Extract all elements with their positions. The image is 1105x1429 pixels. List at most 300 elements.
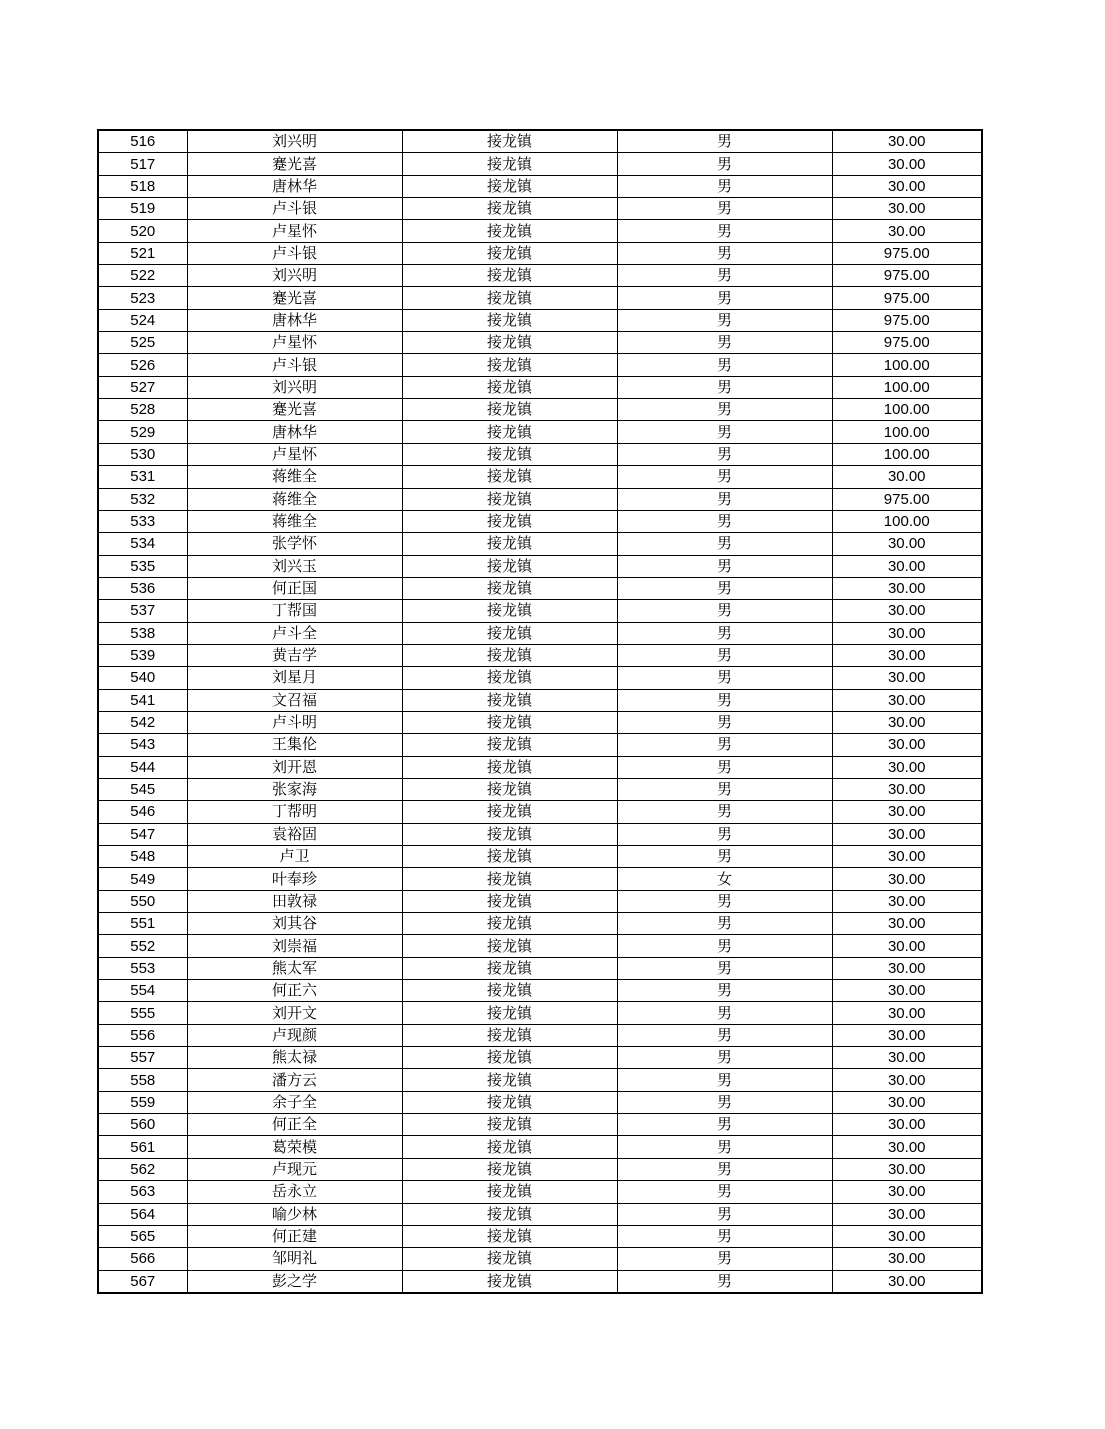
cell-gender: 男 xyxy=(617,1069,832,1091)
table-row xyxy=(98,153,982,175)
cell-number: 538 xyxy=(98,622,187,644)
cell-name: 王集伦 xyxy=(187,734,402,756)
cell-town: 接龙镇 xyxy=(402,980,617,1002)
cell-town: 接龙镇 xyxy=(402,935,617,957)
table-row xyxy=(98,332,982,354)
cell-amount: 30.00 xyxy=(832,1270,982,1293)
cell-amount: 30.00 xyxy=(832,600,982,622)
cell-number: 534 xyxy=(98,533,187,555)
cell-amount: 30.00 xyxy=(832,846,982,868)
cell-town: 接龙镇 xyxy=(402,1114,617,1136)
cell-gender: 男 xyxy=(617,466,832,488)
cell-amount: 30.00 xyxy=(832,1158,982,1180)
cell-gender: 男 xyxy=(617,1024,832,1046)
cell-town: 接龙镇 xyxy=(402,622,617,644)
cell-gender: 男 xyxy=(617,711,832,733)
table-row xyxy=(98,309,982,331)
cell-amount: 30.00 xyxy=(832,175,982,197)
cell-gender: 男 xyxy=(617,1002,832,1024)
table-row xyxy=(98,667,982,689)
cell-name: 葛荣模 xyxy=(187,1136,402,1158)
table-row xyxy=(98,1270,982,1293)
cell-gender: 男 xyxy=(617,1270,832,1293)
cell-town: 接龙镇 xyxy=(402,399,617,421)
cell-gender: 男 xyxy=(617,1225,832,1247)
cell-gender: 男 xyxy=(617,1158,832,1180)
cell-town: 接龙镇 xyxy=(402,1002,617,1024)
cell-number: 531 xyxy=(98,466,187,488)
cell-gender: 男 xyxy=(617,957,832,979)
cell-number: 526 xyxy=(98,354,187,376)
table-row xyxy=(98,1069,982,1091)
cell-town: 接龙镇 xyxy=(402,846,617,868)
cell-number: 557 xyxy=(98,1047,187,1069)
cell-name: 何正全 xyxy=(187,1114,402,1136)
cell-gender: 男 xyxy=(617,644,832,666)
table-row xyxy=(98,533,982,555)
cell-gender: 男 xyxy=(617,689,832,711)
cell-name: 喻少林 xyxy=(187,1203,402,1225)
table-row xyxy=(98,1024,982,1046)
cell-name: 卢现元 xyxy=(187,1158,402,1180)
cell-gender: 男 xyxy=(617,913,832,935)
cell-amount: 30.00 xyxy=(832,667,982,689)
cell-number: 547 xyxy=(98,823,187,845)
cell-gender: 男 xyxy=(617,980,832,1002)
cell-number: 543 xyxy=(98,734,187,756)
cell-number: 549 xyxy=(98,868,187,890)
cell-number: 564 xyxy=(98,1203,187,1225)
cell-gender: 男 xyxy=(617,890,832,912)
cell-name: 田敦禄 xyxy=(187,890,402,912)
cell-amount: 30.00 xyxy=(832,198,982,220)
cell-name: 刘其谷 xyxy=(187,913,402,935)
cell-number: 522 xyxy=(98,265,187,287)
cell-name: 文召福 xyxy=(187,689,402,711)
cell-amount: 30.00 xyxy=(832,711,982,733)
table-row xyxy=(98,913,982,935)
cell-amount: 30.00 xyxy=(832,555,982,577)
cell-number: 566 xyxy=(98,1248,187,1270)
cell-amount: 100.00 xyxy=(832,510,982,532)
table-row xyxy=(98,734,982,756)
cell-town: 接龙镇 xyxy=(402,1024,617,1046)
cell-number: 524 xyxy=(98,309,187,331)
cell-name: 刘星月 xyxy=(187,667,402,689)
cell-amount: 30.00 xyxy=(832,1181,982,1203)
table-row xyxy=(98,689,982,711)
cell-number: 520 xyxy=(98,220,187,242)
cell-gender: 男 xyxy=(617,220,832,242)
cell-town: 接龙镇 xyxy=(402,823,617,845)
cell-number: 560 xyxy=(98,1114,187,1136)
cell-town: 接龙镇 xyxy=(402,644,617,666)
cell-amount: 30.00 xyxy=(832,1047,982,1069)
table-row xyxy=(98,756,982,778)
cell-town: 接龙镇 xyxy=(402,466,617,488)
cell-name: 唐林华 xyxy=(187,175,402,197)
cell-amount: 30.00 xyxy=(832,913,982,935)
cell-town: 接龙镇 xyxy=(402,1136,617,1158)
cell-town: 接龙镇 xyxy=(402,600,617,622)
cell-amount: 30.00 xyxy=(832,1136,982,1158)
cell-gender: 男 xyxy=(617,555,832,577)
cell-number: 541 xyxy=(98,689,187,711)
data-sheet xyxy=(97,129,983,1294)
cell-name: 蹇光喜 xyxy=(187,399,402,421)
cell-amount: 30.00 xyxy=(832,689,982,711)
cell-town: 接龙镇 xyxy=(402,555,617,577)
cell-name: 何正六 xyxy=(187,980,402,1002)
cell-amount: 30.00 xyxy=(832,1248,982,1270)
cell-number: 517 xyxy=(98,153,187,175)
table-row xyxy=(98,1047,982,1069)
cell-number: 544 xyxy=(98,756,187,778)
cell-number: 542 xyxy=(98,711,187,733)
table-row xyxy=(98,823,982,845)
table-row xyxy=(98,220,982,242)
cell-name: 卢斗银 xyxy=(187,354,402,376)
cell-name: 刘兴明 xyxy=(187,130,402,153)
table-row xyxy=(98,957,982,979)
cell-number: 529 xyxy=(98,421,187,443)
cell-town: 接龙镇 xyxy=(402,1203,617,1225)
cell-number: 565 xyxy=(98,1225,187,1247)
cell-gender: 男 xyxy=(617,443,832,465)
cell-town: 接龙镇 xyxy=(402,957,617,979)
cell-name: 何正建 xyxy=(187,1225,402,1247)
cell-gender: 男 xyxy=(617,376,832,398)
table-row xyxy=(98,1225,982,1247)
cell-gender: 男 xyxy=(617,399,832,421)
cell-amount: 30.00 xyxy=(832,220,982,242)
cell-number: 516 xyxy=(98,130,187,153)
cell-gender: 男 xyxy=(617,198,832,220)
table-row xyxy=(98,1158,982,1180)
cell-name: 蹇光喜 xyxy=(187,153,402,175)
cell-amount: 30.00 xyxy=(832,577,982,599)
table-row xyxy=(98,1203,982,1225)
cell-number: 539 xyxy=(98,644,187,666)
cell-number: 567 xyxy=(98,1270,187,1293)
cell-name: 刘兴明 xyxy=(187,265,402,287)
cell-amount: 30.00 xyxy=(832,935,982,957)
cell-number: 537 xyxy=(98,600,187,622)
cell-town: 接龙镇 xyxy=(402,1047,617,1069)
cell-name: 岳永立 xyxy=(187,1181,402,1203)
cell-gender: 男 xyxy=(617,533,832,555)
cell-amount: 30.00 xyxy=(832,778,982,800)
cell-amount: 30.00 xyxy=(832,622,982,644)
cell-number: 562 xyxy=(98,1158,187,1180)
cell-number: 519 xyxy=(98,198,187,220)
cell-number: 563 xyxy=(98,1181,187,1203)
table-row xyxy=(98,399,982,421)
cell-number: 536 xyxy=(98,577,187,599)
table-row xyxy=(98,801,982,823)
cell-town: 接龙镇 xyxy=(402,577,617,599)
cell-town: 接龙镇 xyxy=(402,1069,617,1091)
cell-number: 518 xyxy=(98,175,187,197)
cell-name: 何正国 xyxy=(187,577,402,599)
table-row xyxy=(98,622,982,644)
cell-name: 丁帮国 xyxy=(187,600,402,622)
cell-amount: 100.00 xyxy=(832,399,982,421)
table-row xyxy=(98,443,982,465)
cell-amount: 975.00 xyxy=(832,488,982,510)
cell-amount: 30.00 xyxy=(832,153,982,175)
cell-amount: 30.00 xyxy=(832,890,982,912)
cell-gender: 男 xyxy=(617,510,832,532)
cell-name: 张学怀 xyxy=(187,533,402,555)
cell-gender: 男 xyxy=(617,287,832,309)
cell-number: 551 xyxy=(98,913,187,935)
cell-town: 接龙镇 xyxy=(402,242,617,264)
cell-town: 接龙镇 xyxy=(402,778,617,800)
cell-town: 接龙镇 xyxy=(402,890,617,912)
table-row xyxy=(98,265,982,287)
cell-amount: 30.00 xyxy=(832,801,982,823)
cell-gender: 男 xyxy=(617,778,832,800)
table-row xyxy=(98,488,982,510)
cell-town: 接龙镇 xyxy=(402,1091,617,1113)
cell-number: 559 xyxy=(98,1091,187,1113)
cell-town: 接龙镇 xyxy=(402,1270,617,1293)
cell-name: 卢斗明 xyxy=(187,711,402,733)
table-row xyxy=(98,421,982,443)
cell-name: 张家海 xyxy=(187,778,402,800)
cell-town: 接龙镇 xyxy=(402,130,617,153)
cell-amount: 30.00 xyxy=(832,644,982,666)
cell-name: 刘兴明 xyxy=(187,376,402,398)
cell-town: 接龙镇 xyxy=(402,734,617,756)
cell-town: 接龙镇 xyxy=(402,198,617,220)
cell-town: 接龙镇 xyxy=(402,667,617,689)
cell-name: 唐林华 xyxy=(187,309,402,331)
table-row xyxy=(98,890,982,912)
table-row xyxy=(98,130,982,153)
cell-amount: 975.00 xyxy=(832,265,982,287)
cell-town: 接龙镇 xyxy=(402,868,617,890)
table-row xyxy=(98,555,982,577)
cell-gender: 男 xyxy=(617,577,832,599)
cell-amount: 30.00 xyxy=(832,1002,982,1024)
records-table xyxy=(97,129,983,1294)
cell-gender: 男 xyxy=(617,734,832,756)
cell-gender: 男 xyxy=(617,1248,832,1270)
cell-gender: 男 xyxy=(617,354,832,376)
cell-town: 接龙镇 xyxy=(402,913,617,935)
cell-gender: 男 xyxy=(617,332,832,354)
cell-gender: 男 xyxy=(617,756,832,778)
table-row xyxy=(98,711,982,733)
table-row xyxy=(98,376,982,398)
cell-town: 接龙镇 xyxy=(402,220,617,242)
cell-name: 刘开恩 xyxy=(187,756,402,778)
cell-gender: 男 xyxy=(617,421,832,443)
cell-amount: 30.00 xyxy=(832,1024,982,1046)
cell-name: 刘兴玉 xyxy=(187,555,402,577)
cell-town: 接龙镇 xyxy=(402,1248,617,1270)
cell-amount: 100.00 xyxy=(832,421,982,443)
cell-number: 548 xyxy=(98,846,187,868)
cell-gender: 男 xyxy=(617,600,832,622)
cell-gender: 男 xyxy=(617,622,832,644)
cell-amount: 30.00 xyxy=(832,130,982,153)
cell-gender: 男 xyxy=(617,488,832,510)
cell-number: 521 xyxy=(98,242,187,264)
cell-gender: 男 xyxy=(617,1091,832,1113)
cell-town: 接龙镇 xyxy=(402,689,617,711)
cell-town: 接龙镇 xyxy=(402,756,617,778)
cell-amount: 30.00 xyxy=(832,980,982,1002)
cell-number: 532 xyxy=(98,488,187,510)
table-row xyxy=(98,1091,982,1113)
cell-number: 552 xyxy=(98,935,187,957)
cell-name: 卢斗银 xyxy=(187,242,402,264)
table-row xyxy=(98,1136,982,1158)
cell-gender: 男 xyxy=(617,309,832,331)
cell-gender: 男 xyxy=(617,667,832,689)
cell-number: 561 xyxy=(98,1136,187,1158)
cell-amount: 30.00 xyxy=(832,957,982,979)
cell-amount: 30.00 xyxy=(832,1203,982,1225)
cell-number: 530 xyxy=(98,443,187,465)
cell-number: 535 xyxy=(98,555,187,577)
cell-name: 邹明礼 xyxy=(187,1248,402,1270)
cell-amount: 975.00 xyxy=(832,242,982,264)
table-row xyxy=(98,846,982,868)
cell-amount: 30.00 xyxy=(832,1225,982,1247)
table-row xyxy=(98,600,982,622)
cell-amount: 30.00 xyxy=(832,1069,982,1091)
cell-town: 接龙镇 xyxy=(402,1181,617,1203)
cell-name: 刘开文 xyxy=(187,1002,402,1024)
cell-name: 卢卫 xyxy=(187,846,402,868)
cell-name: 卢星怀 xyxy=(187,332,402,354)
cell-number: 558 xyxy=(98,1069,187,1091)
table-row xyxy=(98,1181,982,1203)
cell-number: 528 xyxy=(98,399,187,421)
cell-amount: 100.00 xyxy=(832,354,982,376)
cell-town: 接龙镇 xyxy=(402,443,617,465)
table-row xyxy=(98,1114,982,1136)
cell-gender: 男 xyxy=(617,175,832,197)
table-row xyxy=(98,354,982,376)
cell-gender: 男 xyxy=(617,1136,832,1158)
cell-town: 接龙镇 xyxy=(402,265,617,287)
cell-number: 554 xyxy=(98,980,187,1002)
cell-name: 潘方云 xyxy=(187,1069,402,1091)
table-row xyxy=(98,510,982,532)
table-row xyxy=(98,198,982,220)
cell-town: 接龙镇 xyxy=(402,309,617,331)
table-row xyxy=(98,1248,982,1270)
cell-name: 卢星怀 xyxy=(187,220,402,242)
cell-town: 接龙镇 xyxy=(402,287,617,309)
cell-gender: 男 xyxy=(617,153,832,175)
cell-name: 袁裕固 xyxy=(187,823,402,845)
cell-name: 卢斗银 xyxy=(187,198,402,220)
cell-number: 550 xyxy=(98,890,187,912)
cell-town: 接龙镇 xyxy=(402,175,617,197)
cell-name: 蒋维全 xyxy=(187,488,402,510)
cell-amount: 30.00 xyxy=(832,756,982,778)
cell-amount: 30.00 xyxy=(832,533,982,555)
cell-amount: 30.00 xyxy=(832,466,982,488)
cell-gender: 男 xyxy=(617,265,832,287)
cell-name: 唐林华 xyxy=(187,421,402,443)
cell-town: 接龙镇 xyxy=(402,376,617,398)
cell-number: 533 xyxy=(98,510,187,532)
cell-gender: 男 xyxy=(617,935,832,957)
cell-town: 接龙镇 xyxy=(402,153,617,175)
cell-gender: 男 xyxy=(617,1203,832,1225)
cell-name: 卢星怀 xyxy=(187,443,402,465)
cell-amount: 30.00 xyxy=(832,734,982,756)
cell-name: 刘崇福 xyxy=(187,935,402,957)
cell-amount: 30.00 xyxy=(832,823,982,845)
cell-number: 555 xyxy=(98,1002,187,1024)
cell-town: 接龙镇 xyxy=(402,711,617,733)
cell-gender: 女 xyxy=(617,868,832,890)
cell-number: 545 xyxy=(98,778,187,800)
cell-gender: 男 xyxy=(617,130,832,153)
cell-gender: 男 xyxy=(617,1047,832,1069)
table-row xyxy=(98,778,982,800)
cell-amount: 30.00 xyxy=(832,1091,982,1113)
table-row xyxy=(98,577,982,599)
cell-amount: 975.00 xyxy=(832,287,982,309)
table-row xyxy=(98,242,982,264)
cell-town: 接龙镇 xyxy=(402,332,617,354)
cell-name: 卢现颜 xyxy=(187,1024,402,1046)
cell-name: 蒋维全 xyxy=(187,466,402,488)
cell-name: 彭之学 xyxy=(187,1270,402,1293)
cell-name: 丁帮明 xyxy=(187,801,402,823)
cell-amount: 100.00 xyxy=(832,376,982,398)
table-row xyxy=(98,466,982,488)
cell-town: 接龙镇 xyxy=(402,354,617,376)
cell-town: 接龙镇 xyxy=(402,488,617,510)
table-row xyxy=(98,935,982,957)
cell-number: 540 xyxy=(98,667,187,689)
cell-town: 接龙镇 xyxy=(402,510,617,532)
cell-number: 553 xyxy=(98,957,187,979)
cell-name: 蹇光喜 xyxy=(187,287,402,309)
cell-name: 卢斗全 xyxy=(187,622,402,644)
cell-gender: 男 xyxy=(617,801,832,823)
table-row xyxy=(98,287,982,309)
table-row xyxy=(98,868,982,890)
cell-name: 叶奉珍 xyxy=(187,868,402,890)
cell-number: 527 xyxy=(98,376,187,398)
cell-gender: 男 xyxy=(617,846,832,868)
cell-town: 接龙镇 xyxy=(402,1158,617,1180)
table-row xyxy=(98,1002,982,1024)
table-row xyxy=(98,175,982,197)
cell-name: 蒋维全 xyxy=(187,510,402,532)
cell-town: 接龙镇 xyxy=(402,421,617,443)
cell-town: 接龙镇 xyxy=(402,801,617,823)
cell-name: 熊太军 xyxy=(187,957,402,979)
cell-amount: 30.00 xyxy=(832,868,982,890)
cell-name: 余子全 xyxy=(187,1091,402,1113)
table-row xyxy=(98,980,982,1002)
cell-number: 525 xyxy=(98,332,187,354)
cell-gender: 男 xyxy=(617,1181,832,1203)
cell-town: 接龙镇 xyxy=(402,1225,617,1247)
